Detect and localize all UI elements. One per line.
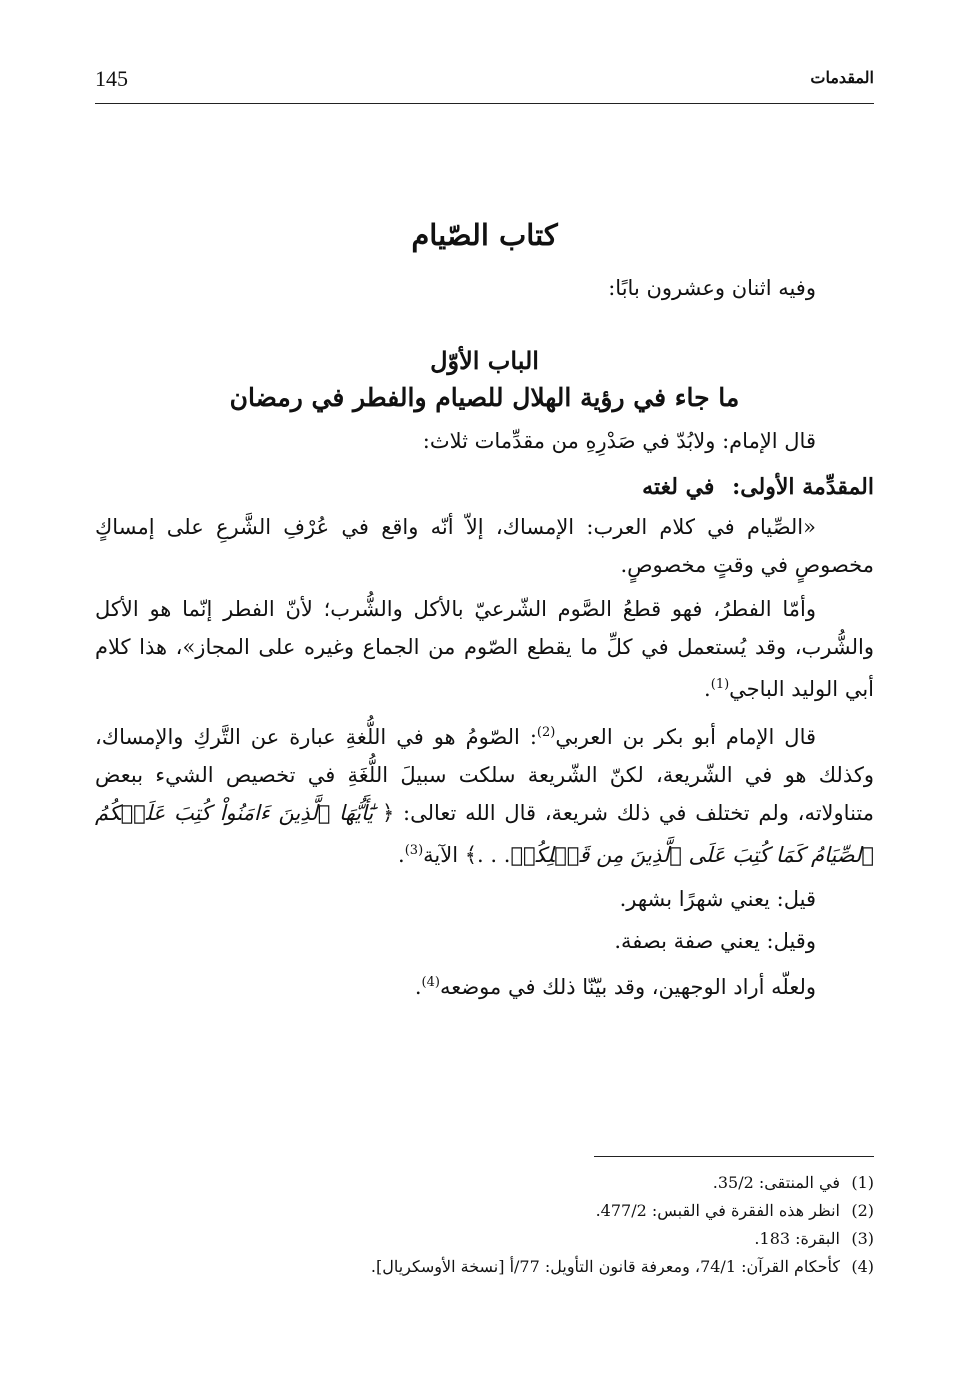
paragraph-breaking-fast-end: . bbox=[704, 677, 711, 701]
footnote-number: (4) bbox=[851, 1257, 874, 1276]
footnote-ref-1[interactable]: (1) bbox=[710, 677, 730, 692]
footnote-text: انظر هذه الفقرة في القبس: 477/2. bbox=[595, 1201, 840, 1220]
footnote-ref-4[interactable]: (4) bbox=[421, 975, 440, 990]
page-header bbox=[95, 58, 874, 104]
opinion-line-2: وقيل: يعني صفة بصفة. bbox=[614, 929, 816, 953]
footnote bbox=[95, 1253, 874, 1281]
page-body bbox=[95, 180, 874, 1010]
paragraph-ibn-arabi-intro: قال الإمام أبو بكر بن العربي bbox=[555, 725, 817, 749]
opinion-line-1: قيل: يعني شهرًا بشهر. bbox=[619, 887, 816, 911]
section-heading-label: المقدِّمة الأولى: bbox=[732, 474, 874, 500]
chapter-title: ما جاء في رؤية الهلال للصيام والفطر في رمضان bbox=[229, 383, 740, 412]
quran-verse: يَٰٓأَيُّهَا ٱلَّذِينَ ءَامَنُواْ كُتِبَ عَلَيۡكُمُ ٱلصِّيَامُ كَمَا كُتِبَ عَلَى ٱلَّذِينَ مِن قَبۡلِكُمۡ bbox=[95, 801, 874, 867]
intro-line: وفيه اثنان وعشرون بابًا: bbox=[608, 276, 816, 300]
opinion-line-3-text: ولعلّه أراد الوجهين، وقد بيّنّا ذلك في موضعه bbox=[439, 975, 816, 999]
section-heading bbox=[95, 474, 874, 500]
paragraph-ibn-arabi-ayah: . . .﴾ الآية bbox=[423, 843, 511, 867]
book-title: كتاب الصّيام bbox=[411, 218, 558, 252]
page-number: 145 bbox=[95, 66, 128, 91]
footnote-rule bbox=[594, 1156, 874, 1157]
imam-statement: قال الإمام: ولابُدّ في صَدْرِهِ من مقدِّمات ثلاث: bbox=[422, 429, 816, 453]
opinion-line-3 bbox=[95, 964, 816, 1006]
paragraph-ibn-arabi-text: : الصّومُ هو في اللُّغةِ عبارة عن التَّركِ والإمساك، وكذلك هو في الشّريعة، لكنّ الشّريعة سلكت سبيلَ اللُّغَةِ في تخصيص الشيء ببعض متناولاته، ولم تختلف في ذلك شريعة، قال الله تعالى: ﴿ bbox=[95, 725, 874, 825]
paragraph-breaking-fast bbox=[95, 590, 874, 708]
paragraph-fasting-definition: «الصِّيام في كلام العرب: الإمساك، إلاّ أنّه واقع في عُرْفِ الشَّرعِ على إمساكٍ مخصوصٍ في وقتٍ مخصوصٍ. bbox=[95, 515, 874, 577]
footnotes bbox=[95, 1156, 874, 1281]
footnote-number: (2) bbox=[851, 1201, 874, 1220]
opinion-line-3-end: . bbox=[414, 975, 422, 999]
paragraph-breaking-fast-text: وأمّا الفطرُ، فهو قطعُ الصَّوم الشّرعيّ بالأكل والشُّرب؛ لأنّ الفطر إنّما هو الأكل والشُّرب، وقد يُستعمل في كلِّ ما يقطع الصّوم من الجماع وغيره على المجاز»، هذا كلام أبي الوليد الباجي bbox=[95, 597, 874, 701]
footnote bbox=[95, 1225, 874, 1253]
footnote-text: البقرة: 183. bbox=[754, 1229, 840, 1248]
footnote-ref-2[interactable]: (2) bbox=[536, 725, 556, 740]
footnote-text: كأحكام القرآن: 74/1، ومعرفة قانون التأويل: 77/أ [نسخة الأوسكريال]. bbox=[370, 1257, 840, 1276]
section-heading-sub: في لغته bbox=[642, 474, 715, 500]
paragraph-ibn-arabi bbox=[95, 714, 874, 874]
chapter-label: الباب الأوّل bbox=[430, 346, 539, 375]
header-rule bbox=[95, 103, 874, 104]
footnote-number: (1) bbox=[851, 1173, 874, 1192]
running-head: المقدمات bbox=[810, 68, 874, 87]
footnote-text: في المنتقى: 35/2. bbox=[712, 1173, 840, 1192]
footnote bbox=[95, 1197, 874, 1225]
footnote-number: (3) bbox=[851, 1229, 874, 1248]
footnote bbox=[95, 1169, 874, 1197]
footnote-ref-3[interactable]: (3) bbox=[404, 843, 424, 858]
paragraph-ibn-arabi-end: . bbox=[398, 843, 405, 867]
